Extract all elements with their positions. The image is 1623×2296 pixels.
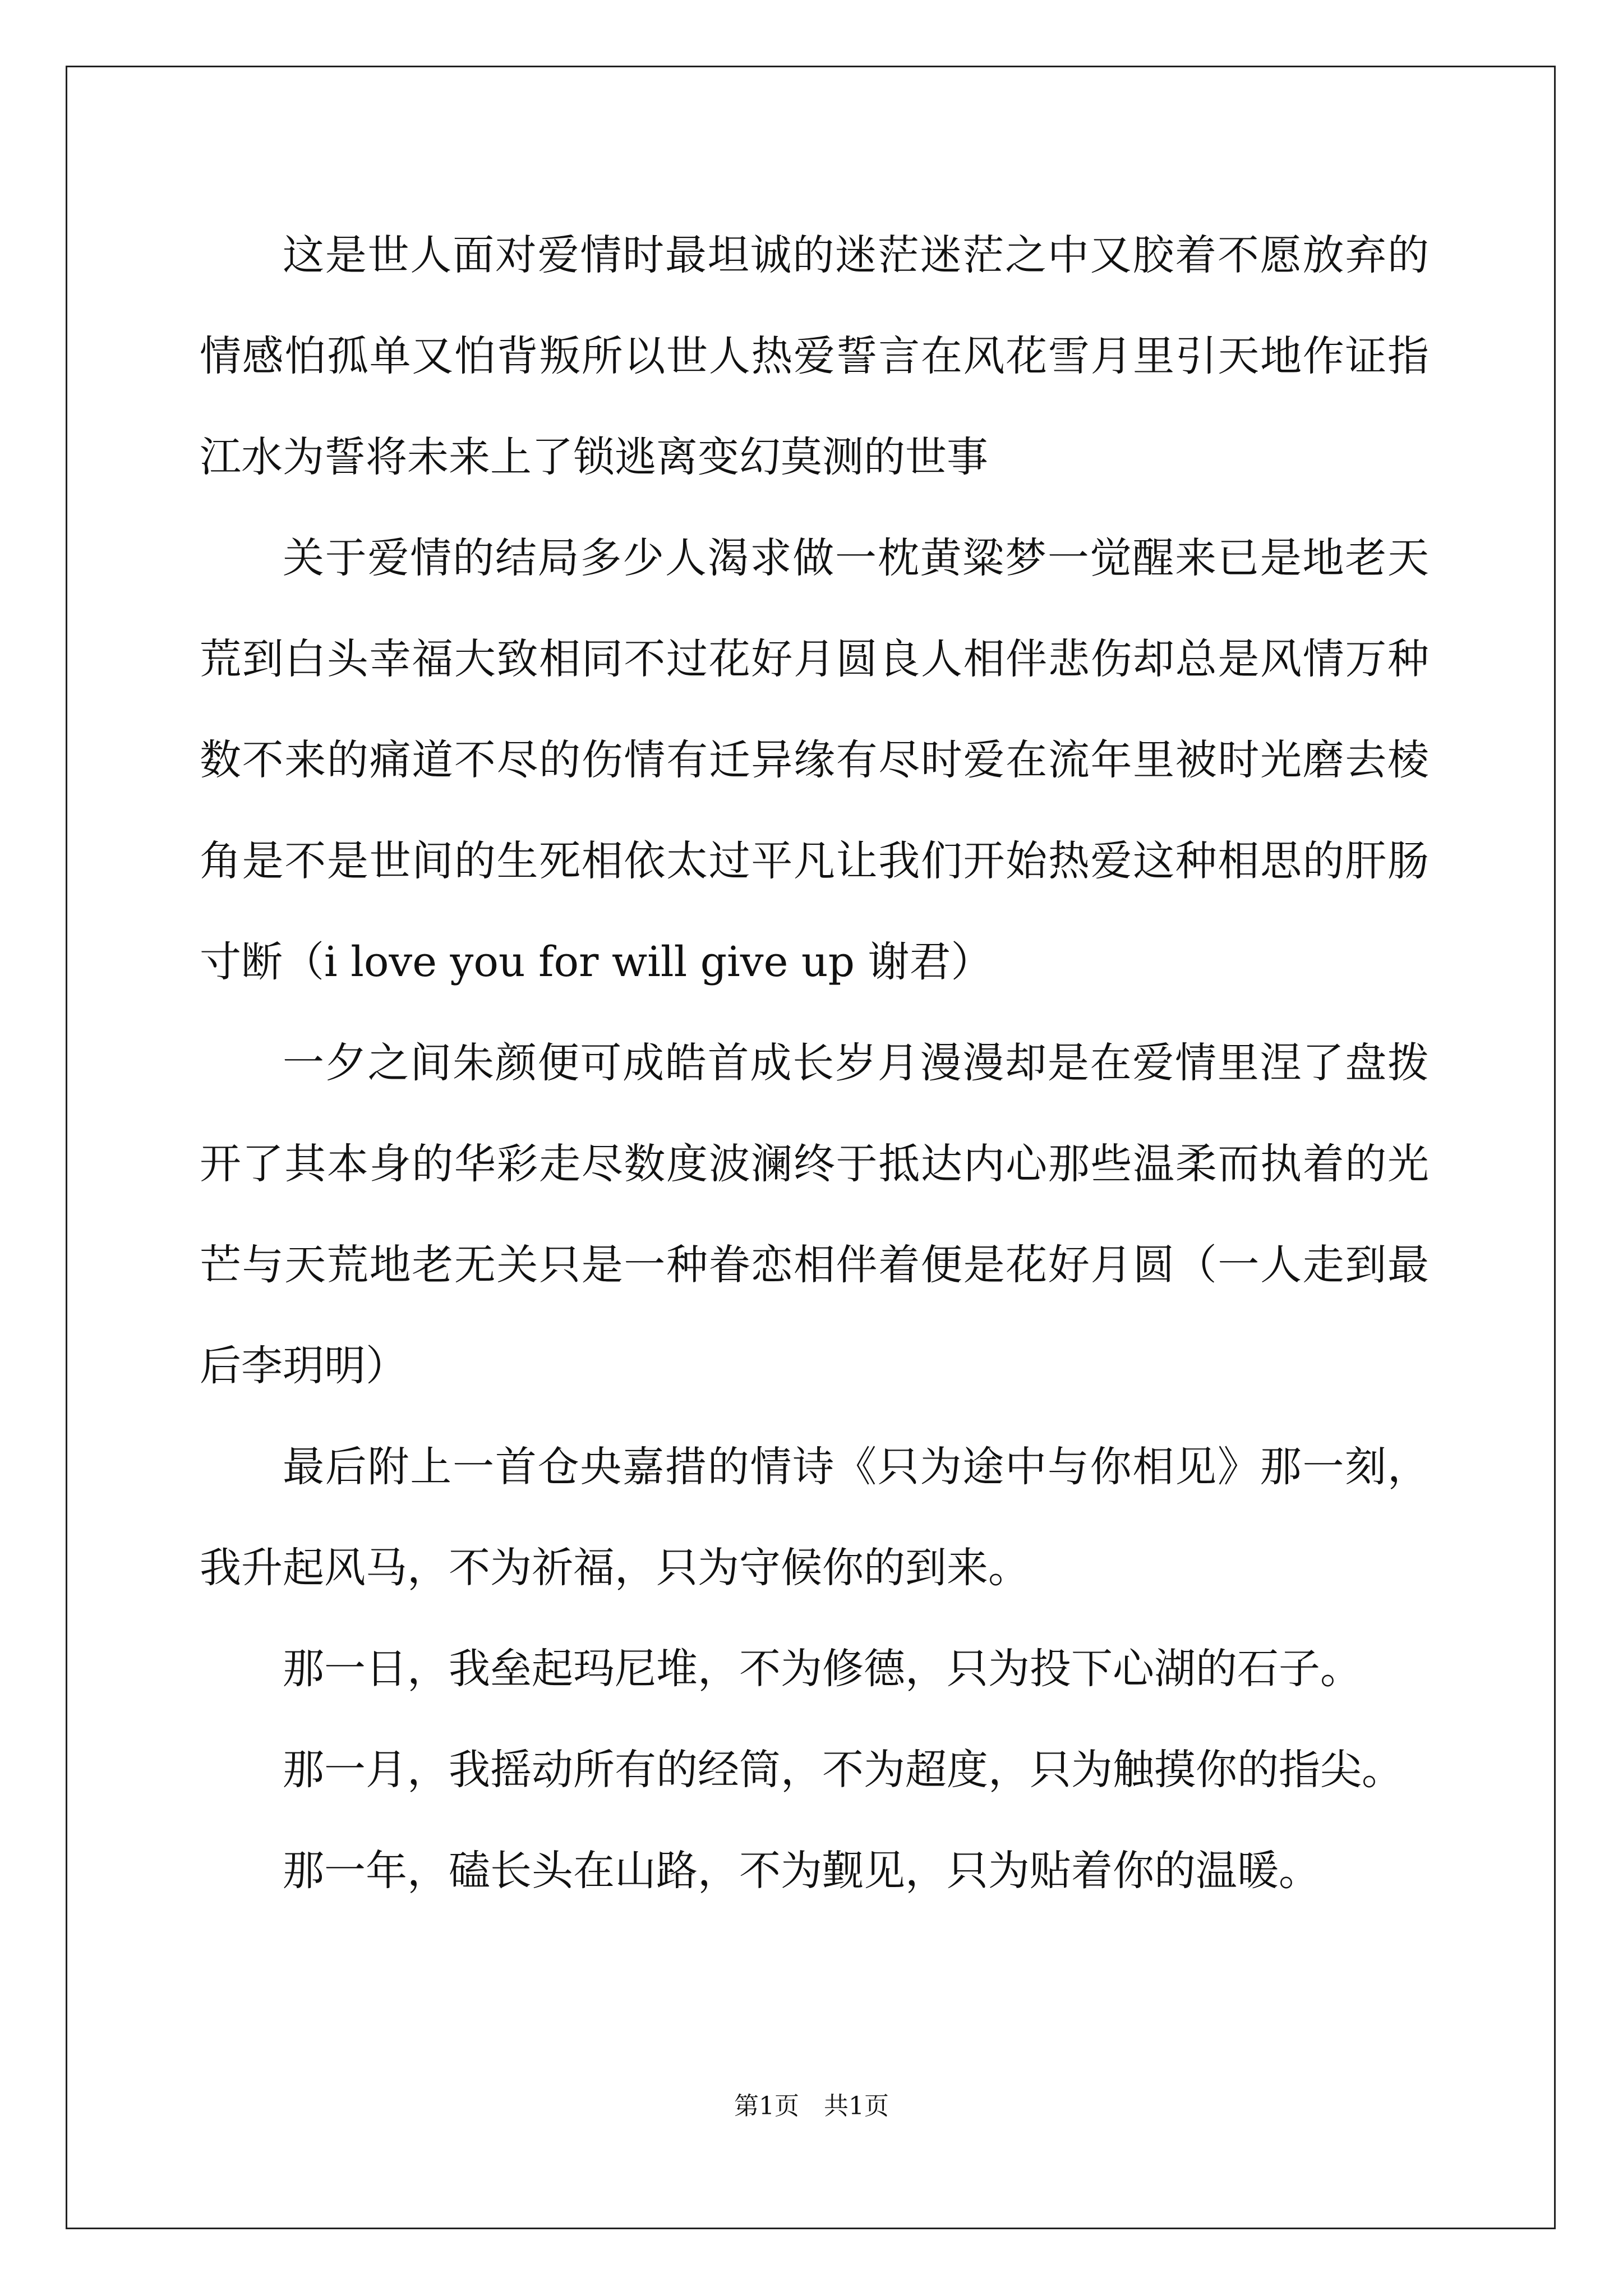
paragraph: 那一日，我垒起玛尼堆，不为修德，只为投下心湖的石子。 xyxy=(283,1645,1362,1693)
paragraph: 关于爱情的结局多少人渴求做一枕黄粱梦一觉醒来已是地老天荒到白头幸福大致相同不过花好月圆良人相伴悲伤却总是风情万种数不来的痛道不尽的伤情有迁异缘有尽时爱在流年里被时光磨去棱角是不是世间的生死相依太过平凡让我们开始热爱这种相思的肝肠寸断（i love you for will give up 谢君） xyxy=(200,534,1429,986)
paragraph: 这是世人面对爱情时最坦诚的迷茫迷茫之中又胶着不愿放弃的情感怕孤单又怕背叛所以世人热爱誓言在风花雪月里引天地作证指江水为誓将未来上了锁逃离变幻莫测的世事 xyxy=(200,231,1429,481)
page-number-footer: 第1页 共1页 xyxy=(734,2092,889,2120)
paragraph: 那一月，我摇动所有的经筒，不为超度，只为触摸你的指尖。 xyxy=(283,1746,1403,1794)
paragraph: 一夕之间朱颜便可成皓首成长岁月漫漫却是在爱情里涅了盘拨开了其本身的华彩走尽数度波澜终于抵达内心那些温柔而执着的光芒与天荒地老无关只是一种眷恋相伴着便是花好月圆（一人走到最后李玥明） xyxy=(200,1039,1429,1390)
paragraph: 最后附上一首仓央嘉措的情诗《只为途中与你相见》那一刻，我升起风马，不为祈福，只为守候你的到来。 xyxy=(200,1443,1429,1592)
paragraph: 那一年，磕长头在山路，不为觐见，只为贴着你的温暖。 xyxy=(283,1847,1320,1895)
document-body xyxy=(200,205,1429,1921)
